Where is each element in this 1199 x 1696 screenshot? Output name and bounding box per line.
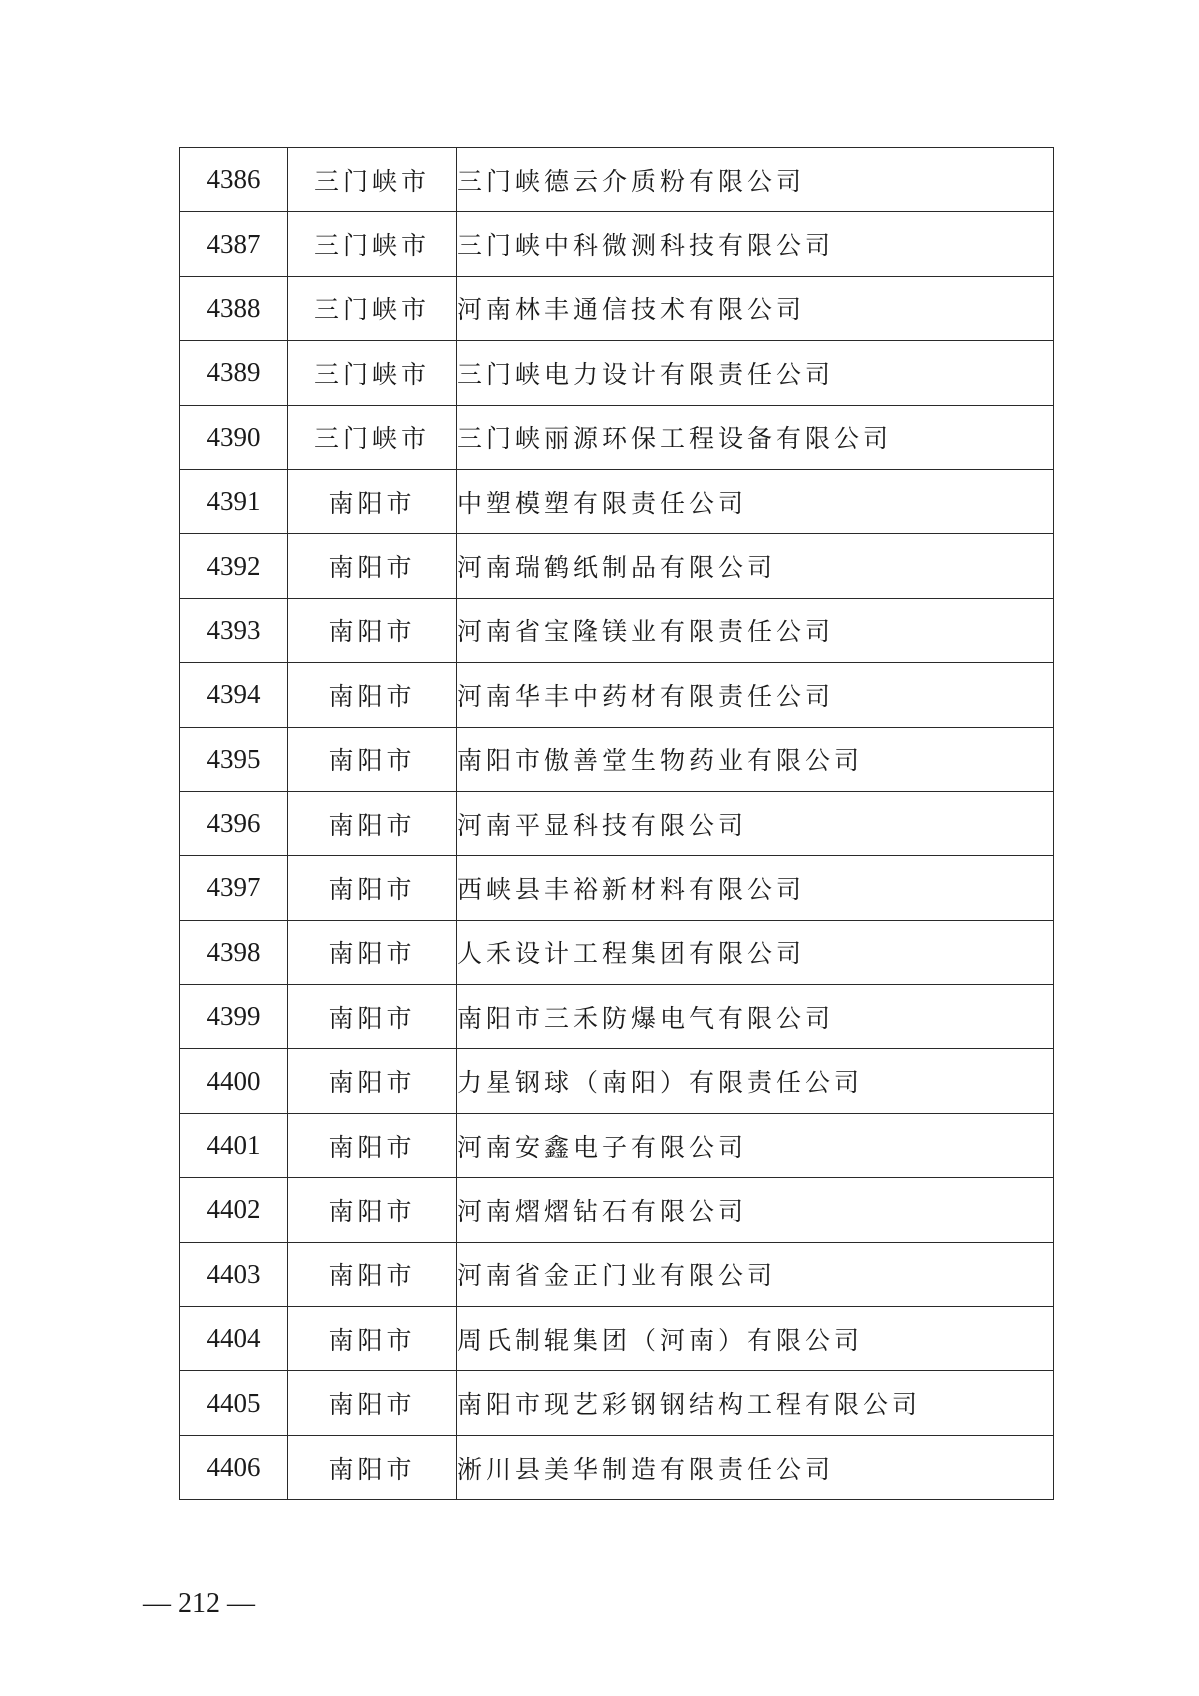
city-cell: 三门峡市	[288, 341, 457, 405]
table-row	[180, 727, 1054, 791]
company-name-cell: 西峡县丰裕新材料有限公司	[457, 856, 1054, 920]
city-cell: 三门峡市	[288, 148, 457, 212]
table-row	[180, 598, 1054, 662]
row-number: 4390	[180, 405, 288, 469]
row-number: 4399	[180, 985, 288, 1049]
company-name-cell: 河南平显科技有限公司	[457, 791, 1054, 855]
city-cell: 南阳市	[288, 1435, 457, 1499]
company-name-cell: 淅川县美华制造有限责任公司	[457, 1435, 1054, 1499]
city-cell: 三门峡市	[288, 405, 457, 469]
city-cell: 南阳市	[288, 1371, 457, 1435]
city-cell: 南阳市	[288, 1307, 457, 1371]
table-row	[180, 469, 1054, 533]
row-number: 4405	[180, 1371, 288, 1435]
city-cell: 南阳市	[288, 1178, 457, 1242]
company-name-cell: 河南林丰通信技术有限公司	[457, 276, 1054, 340]
company-name-cell: 三门峡德云介质粉有限公司	[457, 148, 1054, 212]
table-row	[180, 1307, 1054, 1371]
city-cell: 南阳市	[288, 469, 457, 533]
city-cell: 南阳市	[288, 598, 457, 662]
company-name-cell: 三门峡中科微测科技有限公司	[457, 212, 1054, 276]
table-row	[180, 791, 1054, 855]
city-cell: 三门峡市	[288, 276, 457, 340]
company-name-cell: 南阳市傲善堂生物药业有限公司	[457, 727, 1054, 791]
company-name-cell: 南阳市三禾防爆电气有限公司	[457, 985, 1054, 1049]
page-number: — 212 —	[143, 1588, 255, 1619]
company-name-cell: 河南省金正门业有限公司	[457, 1242, 1054, 1306]
table-row	[180, 1049, 1054, 1113]
city-cell: 三门峡市	[288, 212, 457, 276]
table-row	[180, 1371, 1054, 1435]
row-number: 4388	[180, 276, 288, 340]
company-name-cell: 河南安鑫电子有限公司	[457, 1113, 1054, 1177]
table-row	[180, 405, 1054, 469]
row-number: 4392	[180, 534, 288, 598]
city-cell: 南阳市	[288, 985, 457, 1049]
city-cell: 南阳市	[288, 856, 457, 920]
table-row	[180, 1242, 1054, 1306]
table-row	[180, 1435, 1054, 1499]
company-name-cell: 三门峡丽源环保工程设备有限公司	[457, 405, 1054, 469]
table-row	[180, 856, 1054, 920]
table-row	[180, 663, 1054, 727]
company-name-cell: 中塑模塑有限责任公司	[457, 469, 1054, 533]
row-number: 4404	[180, 1307, 288, 1371]
company-name-cell: 三门峡电力设计有限责任公司	[457, 341, 1054, 405]
row-number: 4397	[180, 856, 288, 920]
row-number: 4387	[180, 212, 288, 276]
table-row	[180, 920, 1054, 984]
table-row	[180, 276, 1054, 340]
row-number: 4401	[180, 1113, 288, 1177]
city-cell: 南阳市	[288, 920, 457, 984]
row-number: 4393	[180, 598, 288, 662]
company-name-cell: 周氏制辊集团（河南）有限公司	[457, 1307, 1054, 1371]
city-cell: 南阳市	[288, 727, 457, 791]
company-name-cell: 河南华丰中药材有限责任公司	[457, 663, 1054, 727]
city-cell: 南阳市	[288, 663, 457, 727]
table-row	[180, 1113, 1054, 1177]
row-number: 4403	[180, 1242, 288, 1306]
company-name-cell: 河南熠熠钻石有限公司	[457, 1178, 1054, 1242]
company-name-cell: 人禾设计工程集团有限公司	[457, 920, 1054, 984]
table-row	[180, 1178, 1054, 1242]
row-number: 4386	[180, 148, 288, 212]
company-name-cell: 河南瑞鹤纸制品有限公司	[457, 534, 1054, 598]
row-number: 4396	[180, 791, 288, 855]
row-number: 4402	[180, 1178, 288, 1242]
table-row	[180, 212, 1054, 276]
company-list-table	[179, 147, 1054, 1500]
row-number: 4406	[180, 1435, 288, 1499]
table-row	[180, 985, 1054, 1049]
company-name-cell: 河南省宝隆镁业有限责任公司	[457, 598, 1054, 662]
city-cell: 南阳市	[288, 1242, 457, 1306]
row-number: 4391	[180, 469, 288, 533]
city-cell: 南阳市	[288, 1113, 457, 1177]
row-number: 4389	[180, 341, 288, 405]
company-name-cell: 南阳市现艺彩钢钢结构工程有限公司	[457, 1371, 1054, 1435]
company-name-cell: 力星钢球（南阳）有限责任公司	[457, 1049, 1054, 1113]
city-cell: 南阳市	[288, 1049, 457, 1113]
row-number: 4400	[180, 1049, 288, 1113]
table-body	[180, 148, 1054, 1500]
row-number: 4398	[180, 920, 288, 984]
row-number: 4395	[180, 727, 288, 791]
city-cell: 南阳市	[288, 791, 457, 855]
row-number: 4394	[180, 663, 288, 727]
table-row	[180, 148, 1054, 212]
table-row	[180, 534, 1054, 598]
table-row	[180, 341, 1054, 405]
city-cell: 南阳市	[288, 534, 457, 598]
